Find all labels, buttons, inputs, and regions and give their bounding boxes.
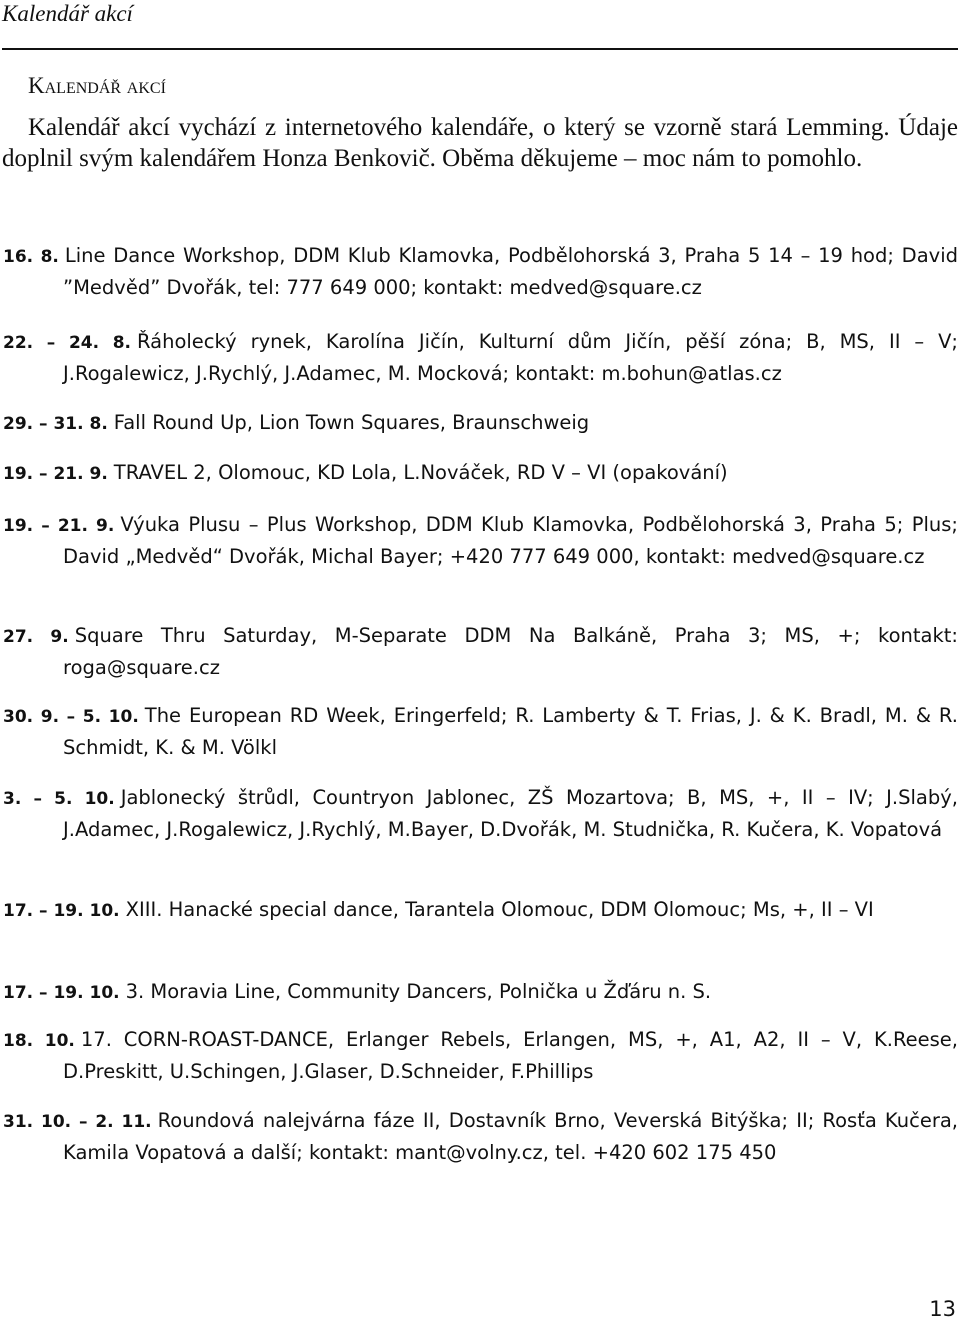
event-date: 3. – 5. 10.: [3, 789, 115, 809]
event-item: [3, 620, 958, 683]
event-item: [3, 457, 958, 489]
event-item: [3, 1105, 958, 1168]
event-item: [3, 1024, 958, 1087]
event-item: [3, 976, 958, 1008]
event-item: [3, 782, 958, 845]
event-date: 19. – 21. 9.: [3, 464, 108, 484]
event-date: 16. 8.: [3, 247, 59, 267]
event-date: 17. – 19. 10.: [3, 901, 120, 921]
event-text: Výuka Plusu – Plus Workshop, DDM Klub Klamovka, Podbělohorská 3, Praha 5; Plus; David „Medvěd“ Dvořák, Michal Bayer; +420 777 649 000, kontakt: medved@square.cz: [63, 513, 958, 568]
event-date: 17. – 19. 10.: [3, 983, 120, 1003]
event-text: XIII. Hanacké special dance, Tarantela Olomouc, DDM Olomouc; Ms, +, II – VI: [125, 898, 874, 921]
event-date: 29. – 31. 8.: [3, 414, 108, 434]
event-text: The European RD Week, Eringerfeld; R. Lamberty & T. Frias, J. & K. Bradl, M. & R. Schmidt, K. & M. Völkl: [63, 704, 958, 759]
intro-paragraph: Kalendář akcí vychází z internetového kalendáře, o který se vzorně stará Lemming. Údaje doplnil svým kalendářem Honza Benkovič. Oběma děkujeme – moc nám to pomohlo.: [2, 114, 958, 172]
event-date: 22. – 24. 8.: [3, 333, 132, 353]
event-date: 18. 10.: [3, 1031, 75, 1051]
event-text: Řáholecký rynek, Karolína Jičín, Kulturní dům Jičín, pěší zóna; B, MS, II – V; J.Rogalewicz, J.Rychlý, J.Adamec, M. Mocková; kontakt: m.bohun@atlas.cz: [63, 330, 958, 385]
event-item: [3, 240, 958, 303]
page-number: 13: [929, 1297, 956, 1321]
event-text: Fall Round Up, Lion Town Squares, Braunschweig: [113, 411, 590, 434]
event-item: [3, 326, 958, 389]
event-text: Square Thru Saturday, M-Separate DDM Na Balkáně, Praha 3; MS, +; kontakt: roga@square.cz: [63, 624, 958, 679]
event-item: [3, 509, 958, 572]
event-text: Jablonecký štrůdl, Countryon Jablonec, ZŠ Mozartova; B, MS, +, II – IV; J.Slabý, J.Adamec, J.Rogalewicz, J.Rychlý, M.Bayer, D.Dvořák, M. Studnička, R. Kučera, K. Vopatová: [63, 786, 958, 841]
event-item: [3, 894, 958, 926]
running-head: Kalendář akcí: [2, 1, 133, 26]
event-text: Line Dance Workshop, DDM Klub Klamovka, Podbělohorská 3, Praha 5 14 – 19 hod; David ”Medvěd” Dvořák, tel: 777 649 000; kontakt: medved@square.cz: [63, 244, 958, 299]
header-rule: [2, 48, 958, 50]
event-text: TRAVEL 2, Olomouc, KD Lola, L.Nováček, RD V – VI (opakování): [113, 461, 728, 484]
event-item: [3, 700, 958, 763]
event-date: 19. – 21. 9.: [3, 516, 115, 536]
event-date: 31. 10. – 2. 11.: [3, 1112, 152, 1132]
event-text: 3. Moravia Line, Community Dancers, Polnička u Žďáru n. S.: [125, 980, 712, 1003]
event-item: [3, 407, 958, 439]
event-text: Roundová nalejvárna fáze II, Dostavník Brno, Veverská Bitýška; II; Rosťa Kučera, Kamila Vopatová a další; kontakt: mant@volny.cz, tel. +420 602 175 450: [63, 1109, 958, 1164]
event-text: 17. CORN-ROAST-DANCE, Erlanger Rebels, Erlangen, MS, +, A1, A2, II – V, K.Reese, D.Preskitt, U.Schingen, J.Glaser, D.Schneider, F.Phillips: [63, 1028, 959, 1083]
event-date: 30. 9. – 5. 10.: [3, 707, 139, 727]
event-date: 27. 9.: [3, 627, 69, 647]
section-title: Kalendář akcí: [28, 73, 166, 98]
